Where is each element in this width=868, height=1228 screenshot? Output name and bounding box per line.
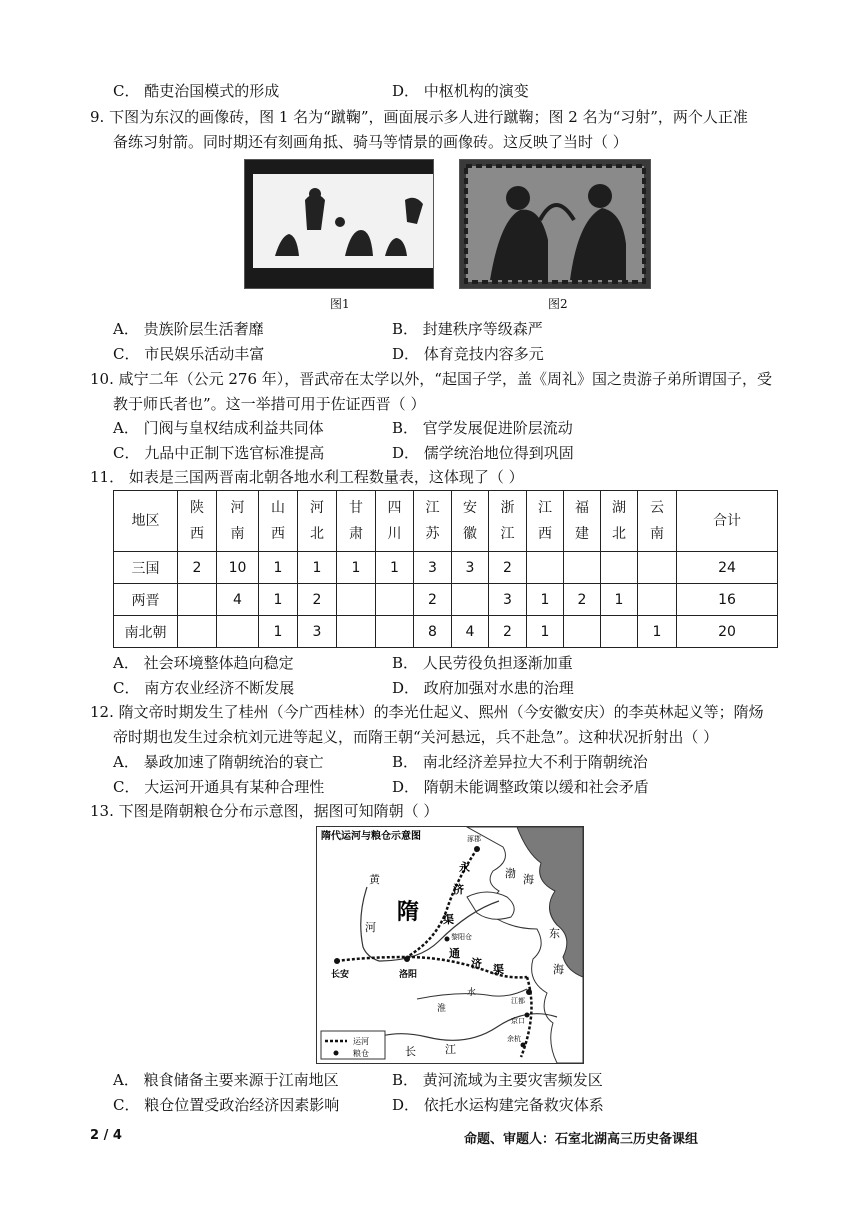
table-cell: 1 xyxy=(638,616,677,648)
q9-option-c: C． 市民娱乐活动丰富 xyxy=(113,345,265,363)
map-label-tongji-3: 渠 xyxy=(493,963,504,976)
table-cell: 3 xyxy=(452,552,489,584)
map-svg xyxy=(317,827,583,1063)
region-char: 江 xyxy=(500,526,515,542)
archery-image xyxy=(460,160,650,288)
map-label-tongji-2: 济 xyxy=(471,957,482,970)
q11-option-a: A． 社会环境整体趋向稳定 xyxy=(113,654,294,672)
q9-stem-line1: 9. 下图为东汉的画像砖，图 1 名为“蹴鞠”，画面展示多人进行蹴鞠；图 2 名为“习射”，两个人正准 xyxy=(90,108,748,126)
table-cell: 3 xyxy=(414,552,452,584)
q10-option-c: C． 九品中正制下选官标准提高 xyxy=(113,444,325,462)
table-cell: 1 xyxy=(337,552,376,584)
q9-option-b: B． 封建秩序等级森严 xyxy=(392,320,543,338)
region-char: 西 xyxy=(538,526,552,542)
table-cell: 2 xyxy=(298,584,337,616)
map-city-luoyang: 洛阳 xyxy=(399,970,418,980)
table-cell: 1 xyxy=(298,552,337,584)
table-header-cell xyxy=(178,491,217,552)
table-cell: 4 xyxy=(217,584,259,616)
table-header-cell xyxy=(217,491,259,552)
table-cell xyxy=(376,584,414,616)
region-char: 四 xyxy=(387,500,402,516)
map-label-donghai-2: 海 xyxy=(553,963,564,976)
region-char: 江 xyxy=(425,500,440,516)
q13-option-b: B． 黄河流域为主要灾害频发区 xyxy=(392,1071,603,1089)
table-cell-period: 南北朝 xyxy=(114,616,178,648)
q13-option-c: C． 粮仓位置受政治经济因素影响 xyxy=(113,1096,340,1114)
table-cell xyxy=(178,616,217,648)
region-char: 浙 xyxy=(500,500,515,516)
table-cell: 8 xyxy=(414,616,452,648)
table-header-cell xyxy=(376,491,414,552)
q11-option-b: B． 人民劳役负担逐渐加重 xyxy=(392,654,573,672)
figure-1-cuju-brick xyxy=(244,159,434,289)
page-number: 2 / 4 xyxy=(90,1128,122,1143)
region-char: 甘 xyxy=(349,500,363,516)
q10-option-d: D． 儒学统治地位得到巩固 xyxy=(392,444,574,462)
table-cell xyxy=(452,584,489,616)
map-label-bohai-1: 渤 xyxy=(505,867,516,880)
table-cell xyxy=(638,552,677,584)
table-header-cell xyxy=(601,491,638,552)
map-label-bohai-2: 海 xyxy=(523,873,534,886)
region-char: 江 xyxy=(538,500,552,516)
q10-option-a: A． 门阀与皇权结成利益共同体 xyxy=(113,419,324,437)
figure-1-caption: 图1 xyxy=(330,297,350,311)
table-cell: 2 xyxy=(489,616,527,648)
map-granary-liyang: 黎阳仓 xyxy=(451,933,472,941)
q13-option-d: D． 依托水运构建完备救灾体系 xyxy=(392,1096,604,1114)
table-cell: 2 xyxy=(414,584,452,616)
region-char: 西 xyxy=(190,526,204,542)
table-cell: 1 xyxy=(527,616,564,648)
table-cell-period: 三国 xyxy=(114,552,178,584)
region-char: 河 xyxy=(310,500,324,516)
q12-option-a: A． 暴政加速了隋朝统治的衰亡 xyxy=(113,753,324,771)
table-header-cell: 地区 xyxy=(114,491,178,552)
table-cell-total: 16 xyxy=(677,584,778,616)
table-header-cell: 合计 xyxy=(677,491,778,552)
q12-option-b: B． 南北经济差异拉大不利于隋朝统治 xyxy=(392,753,648,771)
footer-credit: 命题、审题人：石室北湖高三历史备课组 xyxy=(464,1132,699,1147)
table-cell xyxy=(217,616,259,648)
region-char: 福 xyxy=(575,500,589,516)
map-city-jiangdu: 江都 xyxy=(511,997,525,1005)
q10-stem-line2: 教于师氏者也”。这一举措可用于佐证西晋（ ） xyxy=(113,395,426,413)
table-header-cell xyxy=(452,491,489,552)
q11-option-c: C． 南方农业经济不断发展 xyxy=(113,679,295,697)
map-label-yongji-1: 永 xyxy=(459,861,470,874)
table-cell: 3 xyxy=(298,616,337,648)
map-label-yongji-2: 济 xyxy=(453,883,464,896)
map-label-he: 河 xyxy=(365,921,376,934)
table-cell: 3 xyxy=(489,584,527,616)
table-cell: 2 xyxy=(489,552,527,584)
legend-canal: 运河 xyxy=(353,1037,369,1046)
region-char: 安 xyxy=(463,500,477,516)
table-header-cell xyxy=(259,491,298,552)
table-header-cell xyxy=(298,491,337,552)
map-label-shui: 水 xyxy=(467,988,477,998)
region-char: 北 xyxy=(310,526,324,542)
q12-stem-line1: 12. 隋文帝时期发生了桂州（今广西桂林）的李光仕起义、熙州（今安徽安庆）的李英林起义等；隋炀 xyxy=(90,703,764,721)
q9-option-a: A． 贵族阶层生活奢靡 xyxy=(113,320,264,338)
table-row xyxy=(114,584,778,616)
map-label-sui: 隋 xyxy=(397,900,420,925)
table-cell: 1 xyxy=(259,584,298,616)
map-city-jingkou: 京口 xyxy=(511,1017,525,1025)
region-char: 建 xyxy=(575,526,589,542)
figure-2-archery-brick xyxy=(459,159,651,289)
region-char: 西 xyxy=(271,526,285,542)
table-header-row xyxy=(114,491,778,552)
q8-option-d: D． 中枢机构的演变 xyxy=(392,82,529,100)
region-char: 北 xyxy=(612,526,626,542)
q12-stem-line2: 帝时期也发生过余杭刘元进等起义，而隋王朝“关河悬远，兵不赴急”。这种状况折射出（ ） xyxy=(113,728,719,746)
map-label-huang: 黄 xyxy=(369,873,380,886)
table-cell: 2 xyxy=(564,584,601,616)
region-char: 苏 xyxy=(425,526,440,542)
table-header-cell xyxy=(489,491,527,552)
q9-option-d: D． 体育竞技内容多元 xyxy=(392,345,544,363)
water-projects-table xyxy=(113,490,778,648)
map-label-chang: 长 xyxy=(405,1045,416,1058)
q12-option-d: D． 隋朝未能调整政策以缓和社会矛盾 xyxy=(392,778,649,796)
table-cell xyxy=(564,616,601,648)
table-cell xyxy=(638,584,677,616)
map-city-zhuojun: 涿郡 xyxy=(467,835,481,843)
table-header-cell xyxy=(564,491,601,552)
cuju-image xyxy=(245,160,433,288)
table-header-cell xyxy=(337,491,376,552)
table-cell xyxy=(337,584,376,616)
table-cell xyxy=(601,552,638,584)
q13-stem: 13. 下图是隋朝粮仓分布示意图，据图可知隋朝（ ） xyxy=(90,802,439,820)
region-char: 南 xyxy=(650,526,664,542)
legend-granary: 粮仓 xyxy=(353,1049,369,1058)
map-title: 隋代运河与粮仓示意图 xyxy=(321,831,421,842)
table-cell: 2 xyxy=(178,552,217,584)
table-cell xyxy=(601,616,638,648)
map-label-huai: 淮 xyxy=(437,1004,447,1014)
table-cell xyxy=(178,584,217,616)
map-label-tongji-1: 通 xyxy=(449,947,460,960)
region-char: 云 xyxy=(650,500,664,516)
region-char: 肃 xyxy=(349,526,363,542)
table-cell: 1 xyxy=(527,584,564,616)
region-char: 山 xyxy=(271,500,285,516)
map-label-donghai-1: 东 xyxy=(549,927,560,940)
table-cell xyxy=(564,552,601,584)
table-cell-total: 24 xyxy=(677,552,778,584)
table-cell: 1 xyxy=(259,616,298,648)
q10-stem-line1: 10. 咸宁二年（公元 276 年），晋武帝在太学以外，“起国子学，盖《周礼》国之贵游子弟所谓国子，受 xyxy=(90,370,772,388)
q12-option-c: C． 大运河开通具有某种合理性 xyxy=(113,778,325,796)
table-cell: 1 xyxy=(601,584,638,616)
region-char: 川 xyxy=(387,526,402,542)
map-city-changan: 长安 xyxy=(331,970,350,980)
table-header-cell xyxy=(527,491,564,552)
table-cell-period: 两晋 xyxy=(114,584,178,616)
table-header-cell xyxy=(414,491,452,552)
region-char: 南 xyxy=(230,526,245,542)
q9-stem-line2: 备练习射箭。同时期还有刻画角抵、骑马等情景的画像砖。这反映了当时（ ） xyxy=(113,133,628,151)
table-header-cell xyxy=(638,491,677,552)
region-char: 河 xyxy=(230,500,245,516)
q11-stem: 11． 如表是三国两晋南北朝各地水利工程数量表，这体现了（ ） xyxy=(90,468,524,486)
q11-option-d: D． 政府加强对水患的治理 xyxy=(392,679,574,697)
map-city-yuhang: 余杭 xyxy=(507,1035,521,1043)
q8-option-c: C． 酷吏治国模式的形成 xyxy=(113,82,280,100)
table-row xyxy=(114,552,778,584)
map-label-jiang: 江 xyxy=(445,1043,456,1056)
q13-option-a: A． 粮食储备主要来源于江南地区 xyxy=(113,1071,339,1089)
table-cell: 1 xyxy=(259,552,298,584)
table-cell: 1 xyxy=(376,552,414,584)
sui-canal-granary-map xyxy=(316,826,584,1064)
table-cell xyxy=(527,552,564,584)
table-cell xyxy=(337,616,376,648)
figure-2-caption: 图2 xyxy=(548,297,568,311)
region-char: 湖 xyxy=(612,500,626,516)
region-char: 徽 xyxy=(463,526,477,542)
map-label-yongji-3: 渠 xyxy=(443,913,454,926)
region-char: 陕 xyxy=(190,500,204,516)
table-cell xyxy=(376,616,414,648)
table-cell: 10 xyxy=(217,552,259,584)
table-cell: 4 xyxy=(452,616,489,648)
q10-option-b: B． 官学发展促进阶层流动 xyxy=(392,419,573,437)
table-cell-total: 20 xyxy=(677,616,778,648)
table-row xyxy=(114,616,778,648)
